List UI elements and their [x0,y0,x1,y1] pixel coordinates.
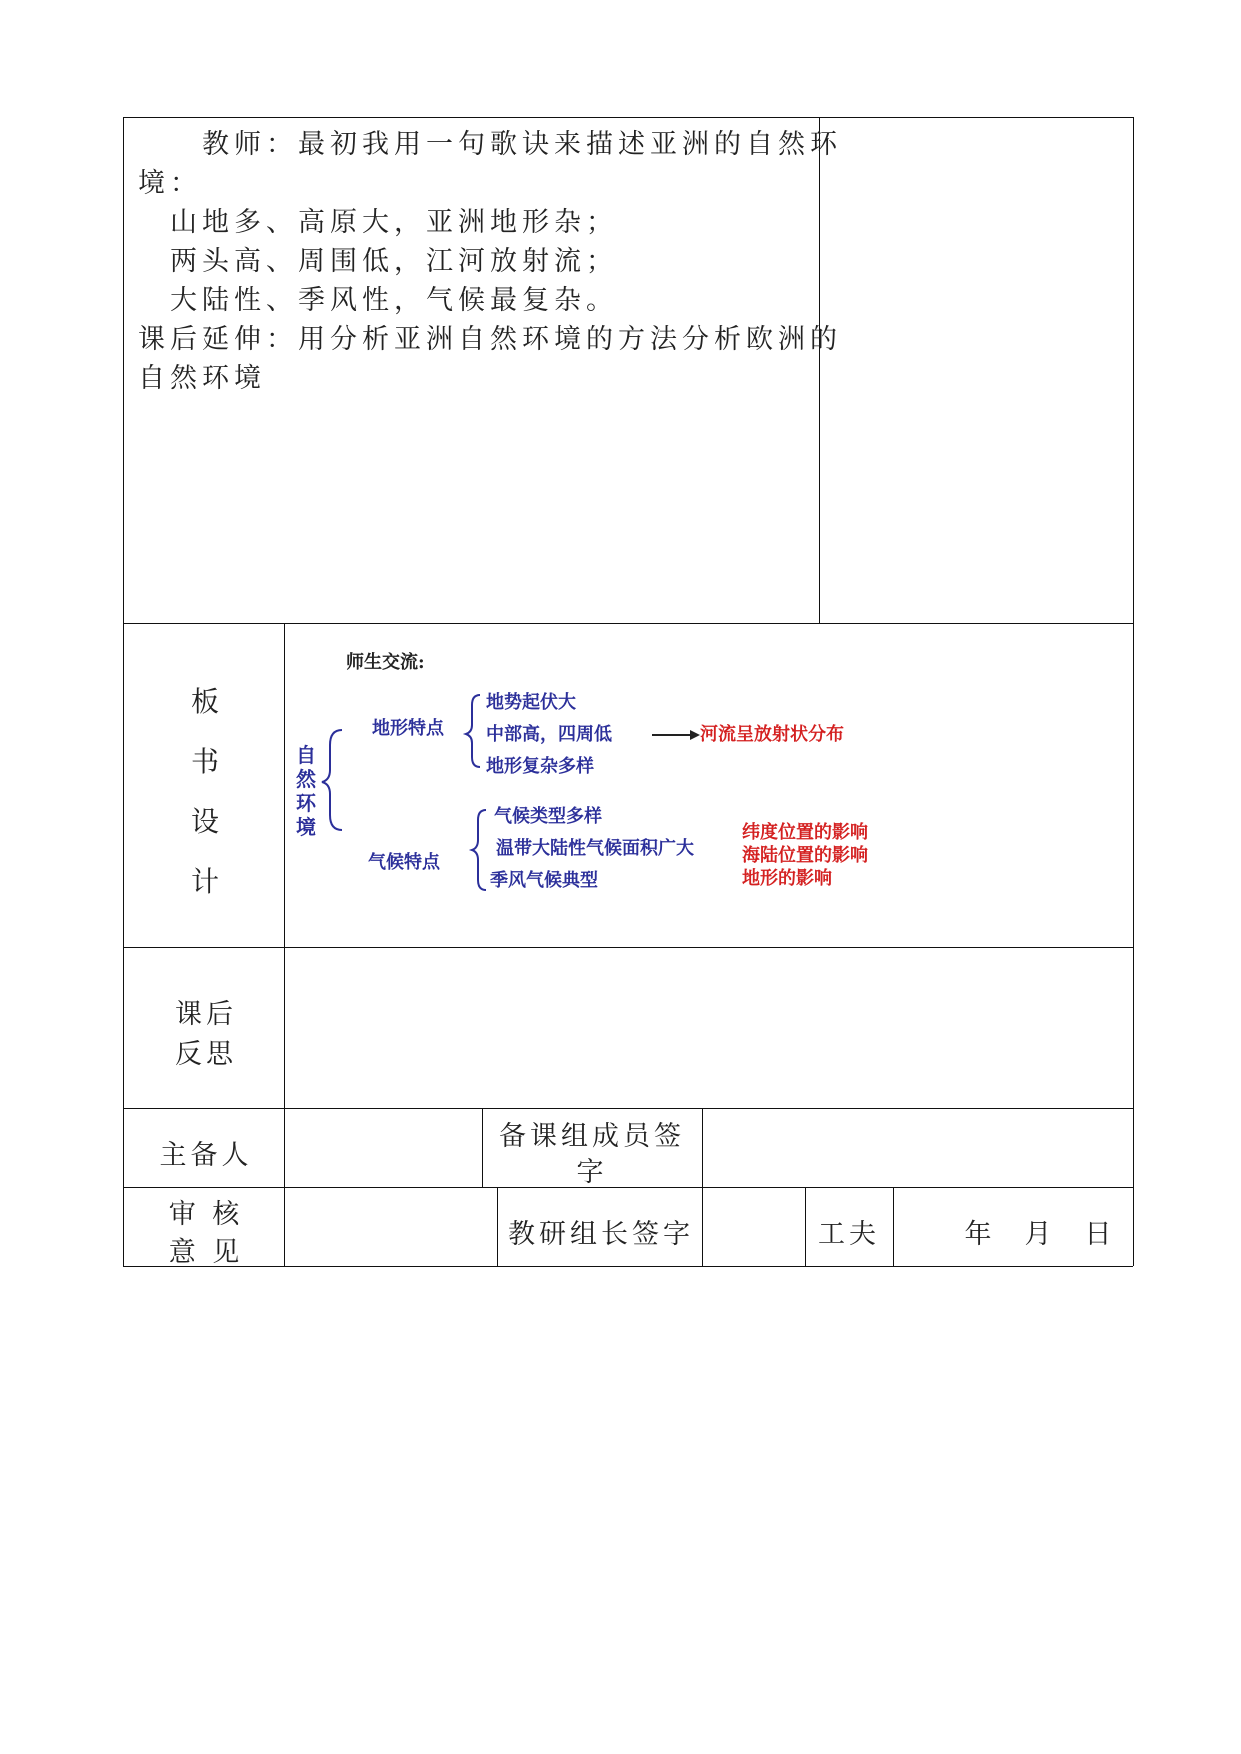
label-char: 书 [190,745,219,778]
climate-item: 气候类型多样 [494,806,602,827]
text-line: 境： [138,168,202,199]
terrain-item: 地形复杂多样 [486,756,594,777]
members-sign-label-line: 字 [576,1157,608,1188]
members-sign-value[interactable] [708,1112,1128,1182]
table-border [123,117,124,1266]
result-arrow-head [690,730,700,740]
table-border [497,1187,498,1266]
table-border [702,1108,703,1266]
table-border [123,117,1133,118]
reflection-label-line: 反思 [175,1039,237,1070]
climate-item: 季风气候典型 [490,870,598,891]
root-char: 自 [296,743,316,767]
reflection-label-line: 课后 [175,999,237,1030]
text-line: 自然环境 [138,363,266,394]
members-sign-label-line: 备课组成员签 [499,1121,685,1152]
text-line: 山地多、高原大，亚洲地形杂； [138,207,618,238]
table-border [893,1187,894,1266]
text-line: 教师：最初我用一句歌诀来描述亚洲的自然环 [138,129,842,160]
board-design-diagram [290,630,1130,940]
review-value[interactable] [290,1191,490,1261]
preparer-value[interactable] [290,1112,476,1182]
work-label: 工夫 [818,1219,880,1250]
text-line: 大陆性、季风性，气候最复杂。 [138,285,618,316]
review-label-line: 意 见 [168,1237,244,1268]
table-border [123,1108,1133,1109]
climate-item: 温带大陆性气候面积广大 [496,838,694,859]
table-border [284,623,285,1266]
diagram-heading: 师生交流: [346,652,425,673]
table-border [482,1108,483,1187]
terrain-result: 河流呈放射状分布 [700,724,844,745]
preparer-label: 主备人 [159,1140,253,1171]
table-border [1133,117,1134,1266]
table-border [819,117,820,623]
text-line: 课后延伸：用分析亚洲自然环境的方法分析欧洲的 [138,324,842,355]
terrain-item: 中部高，四周低 [486,724,612,745]
date-month: 月 [1024,1219,1056,1250]
table-border [805,1187,806,1266]
date-day: 日 [1084,1219,1116,1250]
reflection-content[interactable] [290,955,1126,1101]
table-border [123,623,1133,624]
terrain-title: 地形特点 [372,718,444,739]
climate-title: 气候特点 [368,852,440,873]
climate-factor: 地形的影响 [742,868,832,889]
terrain-brace [466,695,480,767]
label-char: 计 [190,865,219,898]
root-char: 境 [296,815,316,839]
terrain-item: 地势起伏大 [486,692,576,713]
root-char: 环 [296,791,316,815]
text-line: 两头高、周围低，江河放射流； [138,246,618,277]
leader-sign-value[interactable] [708,1191,800,1261]
table-border [123,947,1133,948]
label-char: 板 [190,685,219,718]
review-label-line: 审 核 [168,1199,244,1230]
label-char: 设 [190,805,219,838]
climate-factor: 海陆位置的影响 [742,845,868,866]
diagram-root [296,743,317,839]
date-year: 年 [964,1219,996,1250]
root-brace [322,730,342,830]
root-char: 然 [296,767,316,791]
climate-factor: 纬度位置的影响 [742,822,868,843]
climate-brace [472,810,486,890]
leader-sign-label: 教研组长签字 [508,1219,694,1250]
